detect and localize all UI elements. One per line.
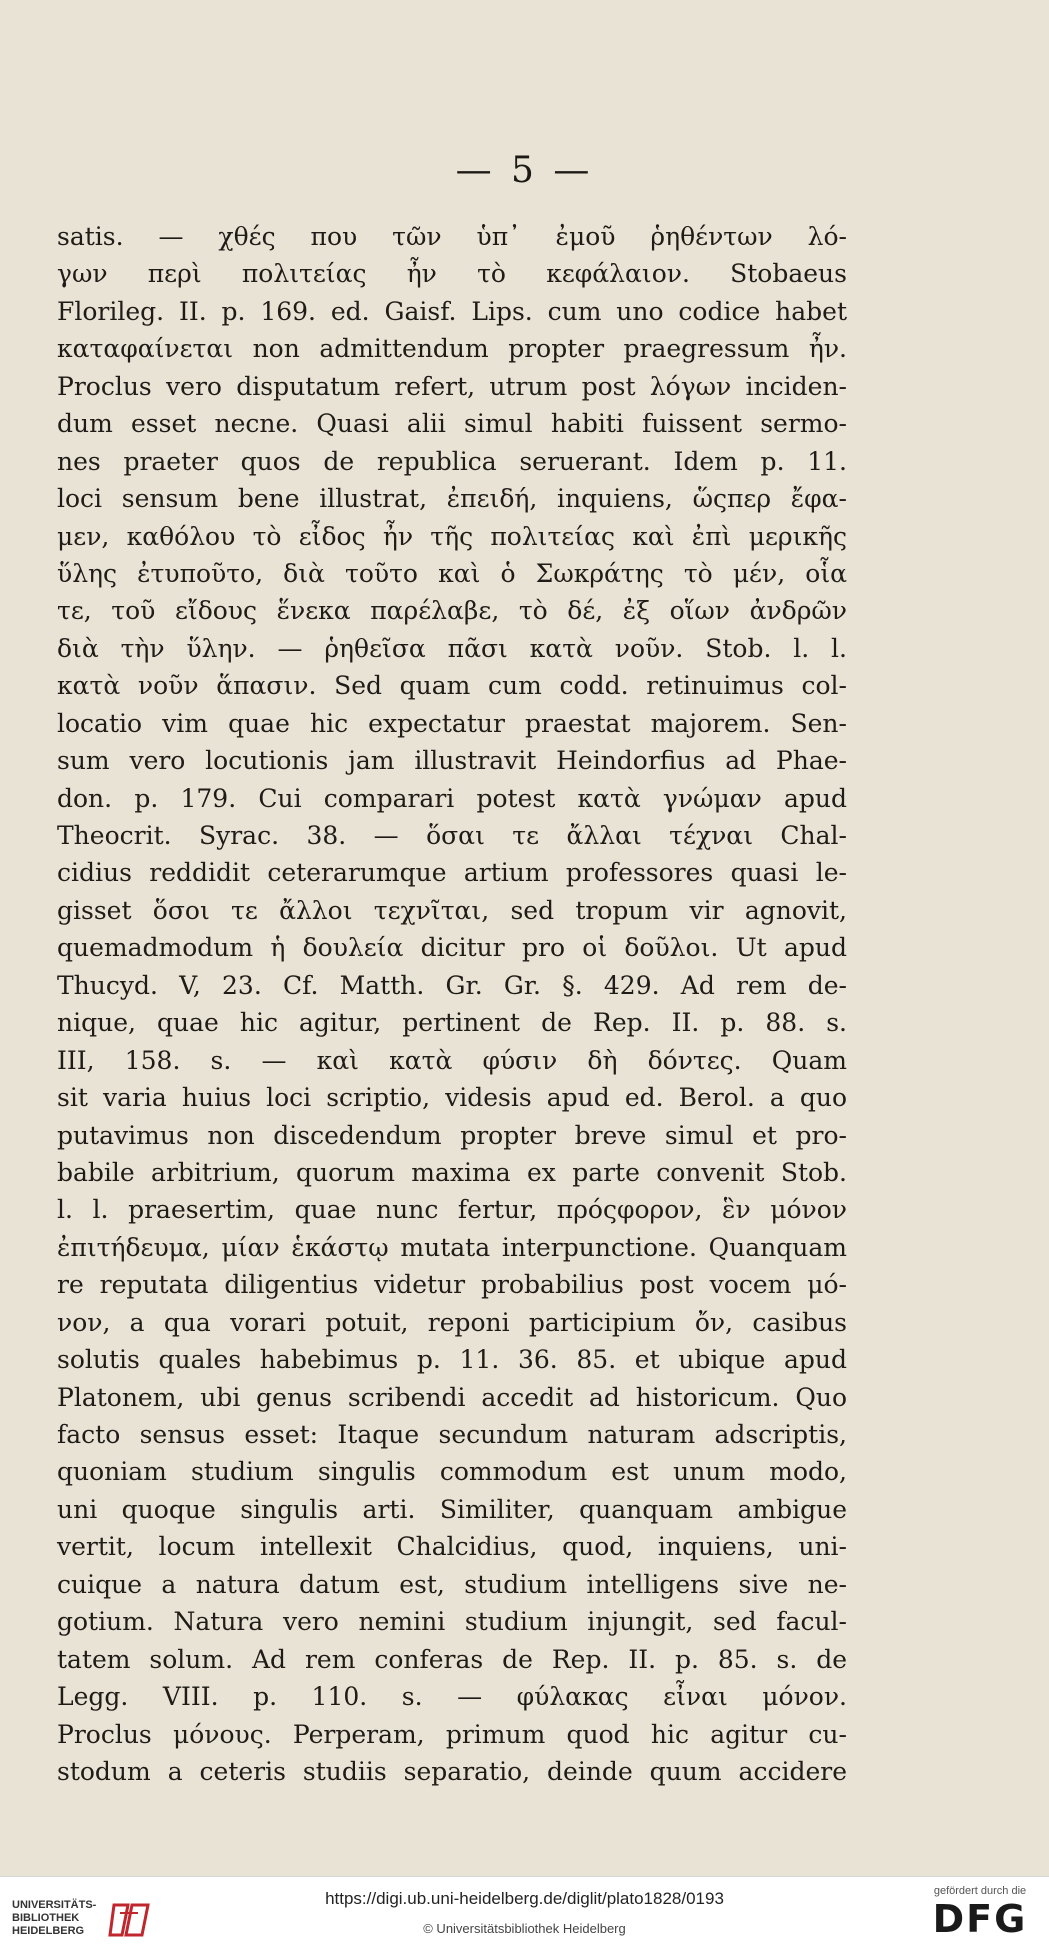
text-line: stodum a ceteris studiis separatio, deinde quum accidere [57,1756,847,1786]
text-line: Theocrit. Syrac. 38. — ὅσαι τε ἄλλαι τέχναι Chal- [57,821,847,850]
text-line: gotium. Natura vero nemini studium injungit, sed facul- [57,1607,847,1637]
text-line: quoniam studium singulis commodum est unum modo, [57,1457,847,1487]
library-name-line-3: HEIDELBERG [12,1925,85,1937]
copyright-notice: © Universitätsbibliothek Heidelberg [423,1921,626,1936]
text-line: tatem solum. Ad rem conferas de Rep. II. p. 85. s. de [57,1644,847,1674]
text-line: facto sensus esset: Itaque secundum naturam adscriptis, [57,1420,847,1449]
text-line: Platonem, ubi genus scribendi accedit ad historicum. Quo [57,1382,847,1412]
text-line: nique, quae hic agitur, pertinent de Rep. II. p. 88. s. [57,1008,847,1038]
text-line: Proclus μόνους. Perperam, primum quod hic agitur cu- [57,1719,847,1749]
text-line: don. p. 179. Cui comparari potest κατὰ γνώμαν apud [57,783,847,813]
permalink-url[interactable]: https://digi.ub.uni-heidelberg.de/diglit/plato1828/0193 [325,1889,724,1908]
text-line: ἐπιτήδευμα, μίαν ἑκάστῳ mutata interpunctione. Quanquam [57,1232,847,1262]
text-line: re reputata diligentius videtur probabilius post vocem μό- [57,1270,847,1300]
text-line: διὰ τὴν ὕλην. — ῥηθεῖσα πᾶσι κατὰ νοῦν. Stob. l. l. [57,633,847,663]
text-line: putavimus non discedendum propter breve simul et pro- [57,1120,847,1150]
text-line: dum esset necne. Quasi alii simul habiti fuissent sermo- [57,409,847,439]
text-line: καταφαίνεται non admittendum propter praegressum ἦν. [57,334,847,364]
page-number: — 5 — [455,150,594,191]
text-line: satis. — χθές που τῶν ὑπ᾽ ἐμοῦ ῥηθέντων λό- [57,222,847,251]
text-line: γων περὶ πολιτείας ἦν τὸ κεφάλαιον. Stobaeus [57,259,847,289]
text-line: Legg. VIII. p. 110. s. — φύλακας εἶναι μόνον. [57,1682,847,1712]
body-text [57,218,847,1790]
text-line: Florileg. II. p. 169. ed. Gaisf. Lips. cum uno codice habet [57,296,847,326]
text-line: νον, a qua vorari potuit, reponi participium ὄν, casibus [57,1307,847,1337]
text-line: quemadmodum ἡ δουλεία dicitur pro οἱ δοῦλοι. Ut apud [57,933,847,963]
text-line: loci sensum bene illustrat, ἐπειδή, inquiens, ὥςπερ ἔφα- [57,484,847,514]
text-line: gisset ὅσοι τε ἄλλοι τεχνῖται, sed tropum vir agnovit, [57,895,847,925]
text-line: uni quoque singulis arti. Similiter, quanquam ambigue [57,1494,847,1524]
text-line: l. l. praesertim, quae nunc fertur, πρόςφορον, ἓν μόνον [57,1195,847,1225]
text-line: solutis quales habebimus p. 11. 36. 85. et ubique apud [57,1345,847,1375]
text-line: μεν, καθόλου τὸ εἶδος ἦν τῆς πολιτείας καὶ ἐπὶ μερικῆς [57,521,847,551]
library-name-line-2: BIBLIOTHEK [12,1912,80,1924]
text-line: sum vero locutionis jam illustravit Heindorfius ad Phae- [57,746,847,776]
viewer-footer [0,1876,1049,1955]
text-line: cidius reddidit ceterarumque artium professores quasi le- [57,858,847,888]
text-line: locatio vim quae hic expectatur praestat majorem. Sen- [57,708,847,738]
library-name-line-1: UNIVERSITÄTS- [12,1899,97,1911]
text-line: ὕλης ἐτυποῦτο, διὰ τοῦτο καὶ ὁ Σωκράτης τὸ μέν, οἷα [57,558,847,588]
text-line: III, 158. s. — καὶ κατὰ φύσιν δὴ δόντες. Quam [57,1045,847,1075]
dfg-funding-logo[interactable] [925,1885,1035,1947]
text-line: Proclus vero disputatum refert, utrum post λόγων inciden- [57,371,847,401]
dfg-logo-text: DFG [932,1897,1028,1941]
text-line: vertit, locum intellexit Chalcidius, quod, inquiens, uni- [57,1532,847,1562]
text-line: τε, τοῦ εἴδους ἕνεκα παρέλαβε, τὸ δέ, ἐξ οἵων ἀνδρῶν [57,596,847,626]
text-line: κατὰ νοῦν ἅπασιν. Sed quam cum codd. retinuimus col- [57,671,847,701]
text-line: babile arbitrium, quorum maxima ex parte convenit Stob. [57,1157,847,1187]
text-line: sit varia huius loci scriptio, videsis apud ed. Berol. a quo [57,1083,847,1113]
text-line: Thucyd. V, 23. Cf. Matth. Gr. Gr. §. 429. Ad rem de- [57,970,847,1000]
text-line: cuique a natura datum est, studium intelligens sive ne- [57,1569,847,1599]
text-line: nes praeter quos de republica seruerant. Idem p. 11. [57,446,847,476]
funded-by-label: gefördert durch die [933,1885,1027,1897]
